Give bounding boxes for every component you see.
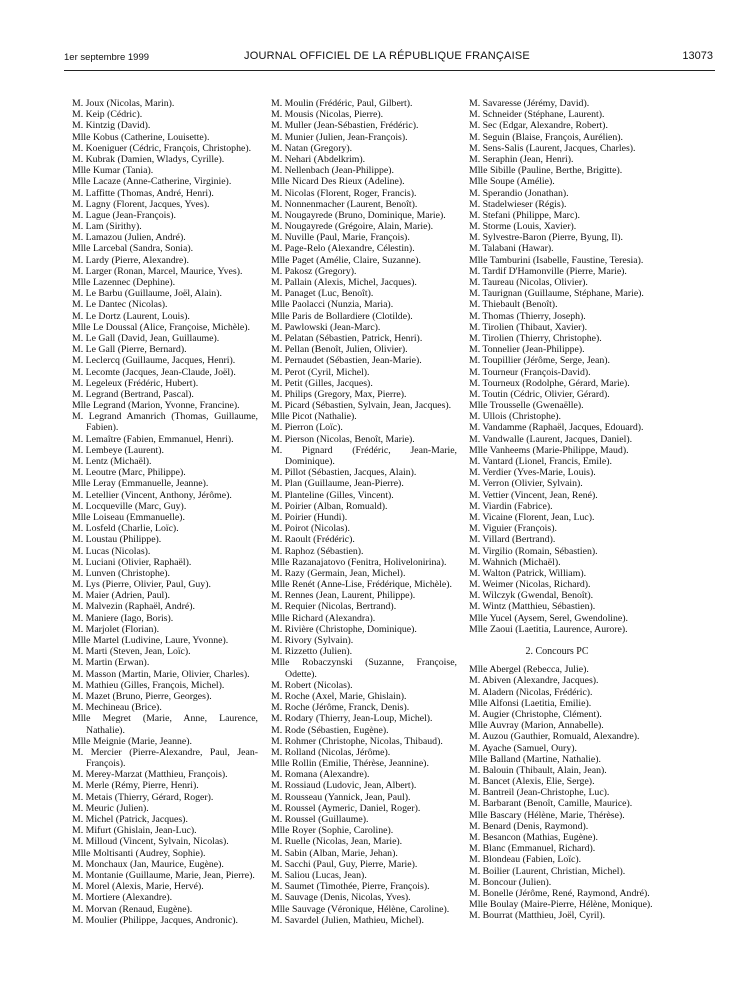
list-item: Mlle Le Doussal (Alice, Françoise, Michèle).	[72, 321, 250, 333]
list-item: M. Razy (Germain, Jean, Michel).	[271, 567, 406, 579]
list-item: M. Nicolas (Florent, Roger, Francis).	[271, 187, 417, 199]
list-item: M. Meuric (Julien).	[72, 802, 149, 814]
list-item: M. Storme (Louis, Xavier).	[469, 221, 577, 233]
list-item: Mlle Robaczynski (Suzanne, Françoise, Odette).	[271, 657, 457, 680]
list-item: Mlle Tamburini (Isabelle, Faustine, Teresia).	[469, 254, 644, 266]
list-item: M. Luciani (Olivier, Raphaël).	[72, 556, 192, 568]
section-list	[459, 664, 655, 921]
list-item: M. Rode (Sébastien, Eugène).	[271, 724, 389, 736]
list-item: M. Weimer (Nicolas, Richard).	[469, 579, 591, 591]
list-item: M. Pawlowski (Jean-Marc).	[271, 321, 381, 333]
list-item: Mlle Paget (Amélie, Claire, Suzanne).	[271, 254, 421, 266]
list-item: M. Saumet (Timothée, Pierre, François).	[271, 881, 430, 893]
list-item: M. Abiven (Alexandre, Jacques).	[469, 675, 599, 687]
list-item: M. Lucas (Nicolas).	[72, 545, 151, 557]
list-item: Mlle Bascary (Hélène, Marie, Thérèse).	[469, 809, 625, 821]
list-item: M. Bonelle (Jérôme, René, Raymond, André).	[469, 887, 650, 899]
list-item: M. Malvezin (Raphaël, André).	[72, 601, 195, 613]
list-item: Mlle Trousselle (Gwenaëlle).	[469, 400, 584, 412]
list-item: M. Marjolet (Florian).	[72, 623, 160, 635]
list-item: M. Robert (Nicolas).	[271, 679, 353, 691]
list-item: M. Taurignan (Guillaume, Stéphane, Marie).	[469, 288, 644, 300]
list-item: M. Toutin (Cédric, Olivier, Gérard).	[469, 388, 610, 400]
list-item: M. Stefani (Philippe, Marc).	[469, 209, 581, 221]
list-item: M. Thiebault (Benoît).	[469, 299, 558, 311]
list-item: M. Benard (Denis, Raymond).	[469, 820, 589, 832]
list-item: M. Nougayrede (Bruno, Dominique, Marie).	[271, 209, 446, 221]
list-item: M. Mathieu (Gilles, François, Michel).	[72, 679, 225, 691]
list-item: M. Taureau (Nicolas, Olivier).	[469, 277, 588, 288]
list-item: M. Ruelle (Nicolas, Jean, Marie).	[271, 836, 403, 848]
list-item: M. Lemaître (Fabien, Emmanuel, Henri).	[72, 433, 234, 445]
list-item: M. Roche (Jérôme, Franck, Denis).	[271, 702, 410, 714]
list-item: M. Bourrat (Matthieu, Joël, Cyril).	[469, 910, 606, 922]
list-item: M. Vandamme (Raphaël, Jacques, Edouard).	[469, 422, 644, 434]
list-item: M. Pelatan (Sébastien, Patrick, Henri).	[271, 332, 423, 344]
list-item: M. Lunven (Christophe).	[72, 567, 170, 579]
journal-title: JOURNAL OFFICIEL DE LA RÉPUBLIQUE FRANÇAISE	[244, 50, 530, 62]
list-item: M. Stadelwieser (Régis).	[469, 198, 567, 210]
list-item: M. Thomas (Thierry, Joseph).	[469, 310, 586, 322]
list-item: Mlle Paolacci (Nunzia, Maria).	[271, 299, 394, 311]
list-item: M. Lague (Jean-François).	[72, 209, 176, 221]
list-item: M. Keip (Cédric).	[72, 109, 143, 121]
list-item: Mlle Kumar (Tania).	[72, 165, 154, 177]
list-item: Mlle Yucel (Aysem, Serel, Gwendoline).	[469, 612, 628, 624]
list-item: M. Sens-Salis (Laurent, Jacques, Charles).	[469, 142, 636, 154]
list-item: M. Vandwalle (Laurent, Jacques, Daniel).	[469, 433, 633, 445]
list-item: M. Vicaine (Florent, Jean, Luc).	[469, 511, 595, 523]
list-item: M. Plan (Guillaume, Jean-Pierre).	[271, 478, 404, 490]
list-item: M. Moulier (Philippe, Jacques, Andronic).	[72, 914, 238, 926]
list-item: M. Leclercq (Guillaume, Jacques, Henri).	[72, 355, 236, 367]
list-item: M. Schneider (Stéphane, Laurent).	[469, 109, 605, 121]
list-item: M. Perot (Cyril, Michel).	[271, 366, 370, 378]
list-item: M. Tirolien (Thierry, Christophe).	[469, 332, 602, 344]
list-item: M. Koeniguer (Cédric, François, Christophe).	[72, 142, 252, 154]
list-item: M. Villard (Bertrand).	[469, 534, 556, 546]
list-item: M. Laffitte (Thomas, André, Henri).	[72, 187, 214, 199]
list-item: M. Pierson (Nicolas, Benoît, Marie).	[271, 433, 415, 445]
list-item: M. Roussel (Guillaume).	[271, 814, 369, 825]
list-item: M. Seguin (Blaise, François, Aurélien).	[469, 131, 624, 143]
list-item: Mlle Paris de Bollardiere (Clotilde).	[271, 310, 413, 322]
list-item: M. Barbarant (Benoît, Camille, Maurice).	[469, 798, 633, 810]
list-item: M. Roussel (Aymeric, Daniel, Roger).	[271, 802, 421, 814]
list-item: M. Rossiaud (Ludovic, Jean, Albert).	[271, 780, 417, 792]
list-item: M. Sauvage (Denis, Nicolas, Yves).	[271, 892, 411, 904]
list-item: M. Kubrak (Damien, Wladys, Cyrille).	[72, 153, 225, 165]
list-item: M. Verdier (Yves-Marie, Louis).	[469, 467, 596, 479]
list-item: M. Nuville (Paul, Marie, François).	[271, 232, 410, 244]
list-item: M. Loustau (Philippe).	[72, 534, 162, 546]
list-item: Mlle Soupe (Amélie).	[469, 176, 555, 188]
list-item: M. Pierron (Loïc).	[271, 422, 343, 434]
list-item: M. Natan (Gregory).	[271, 142, 353, 154]
list-item: M. Panaget (Luc, Benoît).	[271, 288, 374, 300]
list-item: M. Montanie (Guillaume, Marie, Jean, Pierre).	[72, 869, 255, 881]
list-item: M. Morel (Alexis, Marie, Hervé).	[72, 881, 204, 893]
list-item: Mlle Zaoui (Laetitia, Laurence, Aurore).	[469, 623, 628, 635]
list-item: M. Munier (Julien, Jean-François).	[271, 131, 408, 143]
list-item: M. Muller (Jean-Sébastien, Frédéric).	[271, 120, 419, 132]
list-item: M. Leoutre (Marc, Philippe).	[72, 467, 186, 479]
list-item: M. Losfeld (Charlie, Loïc).	[72, 523, 179, 535]
page-header	[64, 48, 713, 68]
list-item: M. Romana (Alexandre).	[271, 769, 370, 781]
list-item: M. Metais (Thierry, Gérard, Roger).	[72, 791, 214, 803]
list-item: M. Ayache (Samuel, Oury).	[469, 742, 577, 754]
list-item: M. Legrand Amanrich (Thomas, Guillaume, Fabien).	[72, 411, 258, 434]
list-item: M. Boncour (Julien).	[469, 876, 552, 888]
list-item: M. Larger (Ronan, Marcel, Maurice, Yves).	[72, 265, 243, 277]
list-item: M. Mifurt (Ghislain, Jean-Luc).	[72, 825, 197, 837]
list-item: M. Pallain (Alexis, Michel, Jacques).	[271, 277, 417, 288]
list-item: M. Tirolien (Thibaut, Xavier).	[469, 321, 588, 333]
list-item: Mlle Nicard Des Rieux (Adeline).	[271, 176, 405, 188]
list-item: M. Pignard (Frédéric, Jean-Marie, Dominique).	[271, 444, 457, 467]
list-item: M. Rivière (Christophe, Dominique).	[271, 623, 417, 635]
list-item: M. Seraphin (Jean, Henri).	[469, 153, 574, 165]
list-item: M. Augier (Christophe, Clément).	[469, 708, 602, 720]
list-item: M. Besancon (Mathias, Eugène).	[469, 832, 598, 843]
list-item: M. Poirot (Nicolas).	[271, 523, 350, 535]
list-item: M. Petit (Gilles, Jacques).	[271, 377, 373, 389]
list-item: M. Monchaux (Jan, Maurice, Eugène).	[72, 858, 224, 870]
list-item: Mlle Alfonsi (Laetitia, Emilie).	[469, 697, 592, 709]
list-item: M. Planteline (Gilles, Vincent).	[271, 489, 394, 501]
list-item: M. Pernaudet (Sébastien, Jean-Marie).	[271, 355, 422, 367]
list-item: M. Le Dantec (Nicolas).	[72, 299, 168, 311]
list-item: M. Bancet (Alexis, Elie, Serge).	[469, 776, 595, 788]
list-item: M. Tardif D'Hamonville (Pierre, Marie).	[469, 265, 627, 277]
list-item: M. Maier (Adrien, Paul).	[72, 590, 170, 602]
list-item: M. Auzou (Gauthier, Romuald, Alexandre).	[469, 731, 640, 743]
list-item: M. Mazet (Bruno, Pierre, Georges).	[72, 690, 212, 702]
header-rule	[64, 70, 715, 71]
list-item: Mlle Auvray (Marion, Annabelle).	[469, 720, 604, 732]
list-item: Mlle Balland (Martine, Nathalie).	[469, 753, 601, 765]
list-item: M. Ullois (Christophe).	[469, 411, 561, 423]
list-item: M. Balouin (Thibault, Alain, Jean).	[469, 764, 607, 776]
list-item: M. Saliou (Lucas, Jean).	[271, 869, 367, 881]
column-2	[261, 98, 457, 926]
list-item: Mlle Picot (Nathalie).	[271, 411, 357, 423]
list-item: M. Lamazou (Julien, André).	[72, 232, 186, 244]
list-item: M. Wahnich (Michaël).	[469, 556, 561, 568]
list-item: M. Requier (Nicolas, Bertrand).	[271, 601, 397, 613]
list-item: M. Vettier (Vincent, Jean, René).	[469, 489, 598, 501]
list-item: Mlle Moltisanti (Audrey, Sophie).	[72, 847, 206, 859]
list-item: M. Pellan (Benoît, Julien, Olivier).	[271, 344, 408, 356]
list-item: Mlle Loiseau (Emmanuelle).	[72, 511, 185, 523]
list-item: M. Rodary (Thierry, Jean-Loup, Michel).	[271, 713, 433, 725]
list-item: M. Marti (Steven, Jean, Loïc).	[72, 646, 191, 658]
list-item: Mlle Boulay (Maire-Pierre, Hélène, Monique).	[469, 899, 653, 911]
list-item: M. Pakosz (Gregory).	[271, 265, 357, 277]
list-item: M. Nehari (Abdelkrim).	[271, 153, 366, 165]
list-item: M. Talabani (Hawar).	[469, 243, 554, 255]
list-item: Mlle Abergel (Rebecca, Julie).	[469, 664, 589, 676]
list-item: M. Walton (Patrick, William).	[469, 567, 587, 579]
list-item: M. Poirier (Hundi).	[271, 511, 348, 523]
list-item: Mlle Meignie (Marie, Jeanne).	[72, 735, 192, 747]
list-item: M. Verron (Olivier, Sylvain).	[469, 478, 583, 490]
list-item: M. Viguier (François).	[469, 523, 557, 535]
list-item: M. Martin (Erwan).	[72, 657, 150, 669]
list-item: M. Morvan (Renaud, Eugène).	[72, 903, 193, 915]
list-item: M. Masson (Martin, Marie, Olivier, Charles).	[72, 668, 250, 680]
list-item: M. Tourneur (François-David).	[469, 366, 591, 378]
list-item: M. Michel (Patrick, Jacques).	[72, 814, 188, 825]
list-item: M. Tonnelier (Jean-Philippe).	[469, 344, 585, 356]
list-item: Mlle Leray (Emmanuelle, Jeanne).	[72, 478, 209, 490]
list-item: M. Nonnenmacher (Laurent, Benoît).	[271, 198, 418, 210]
list-item: M. Rizzetto (Julien).	[271, 646, 353, 658]
list-item: M. Lardy (Pierre, Alexandre).	[72, 254, 189, 266]
list-item: M. Lam (Sirithy).	[72, 221, 142, 233]
list-item: M. Raphoz (Sébastien).	[271, 545, 364, 557]
list-item: M. Tourneux (Rodolphe, Gérard, Marie).	[469, 377, 630, 389]
list-item: Mlle Larcebal (Sandra, Sonia).	[72, 243, 194, 255]
list-item: M. Bantreil (Jean-Christophe, Luc).	[469, 787, 610, 799]
list-item: M. Poirier (Alban, Romuald).	[271, 500, 388, 512]
list-item: Mlle Megret (Marie, Anne, Laurence, Nathalie).	[72, 713, 258, 736]
list-item: M. Rousseau (Yannick, Jean, Paul).	[271, 791, 411, 803]
list-item: M. Le Dortz (Laurent, Louis).	[72, 310, 190, 322]
list-item: Mlle Renét (Anne-Lise, Frédérique, Michèle).	[271, 579, 452, 591]
list-item: M. Toupillier (Jérôme, Serge, Jean).	[469, 355, 610, 367]
list-item: M. Picard (Sébastien, Sylvain, Jean, Jacques).	[271, 400, 452, 412]
list-item: M. Sec (Edgar, Alexandre, Robert).	[469, 120, 608, 132]
list-item: M. Le Barbu (Guillaume, Joël, Alain).	[72, 288, 222, 300]
list-item: M. Virgilio (Romain, Sébastien).	[469, 545, 598, 557]
list-item: M. Mortiere (Alexandre).	[72, 892, 173, 904]
list-item: M. Lembeye (Laurent).	[72, 444, 164, 456]
list-item: M. Kintzig (David).	[72, 120, 151, 132]
list-item: M. Le Gall (David, Jean, Guillaume).	[72, 332, 220, 344]
list-item: M. Boilier (Laurent, Christian, Michel).	[469, 865, 626, 877]
list-item: M. Merey-Marzat (Matthieu, François).	[72, 769, 228, 781]
list-item: M. Nellenbach (Jean-Philippe).	[271, 165, 394, 177]
list-item: M. Merle (Rémy, Pierre, Henri).	[72, 780, 199, 792]
list-item: M. Savardel (Julien, Mathieu, Michel).	[271, 914, 424, 926]
page-number: 13073	[682, 50, 713, 62]
list-item: M. Raoult (Frédéric).	[271, 534, 355, 546]
list-item: M. Moulin (Frédéric, Paul, Gilbert).	[271, 98, 413, 109]
list-item: M. Philips (Gregory, Max, Pierre).	[271, 388, 407, 400]
list-item: M. Mercier (Pierre-Alexandre, Paul, Jean-François).	[72, 746, 258, 770]
list-item: M. Nougayrede (Grégoire, Alain, Marie).	[271, 221, 434, 233]
list-item: M. Blanc (Emmanuel, Richard).	[469, 843, 596, 855]
list-item: M. Rivory (Sylvain).	[271, 635, 354, 646]
list-item: Mlle Razanajatovo (Fenitra, Holivelonirina).	[271, 556, 447, 568]
list-item: M. Rohmer (Christophe, Nicolas, Thibaud).	[271, 735, 443, 747]
list-item: Mlle Rollin (Emilie, Thérèse, Jeannine).	[271, 758, 429, 770]
list-item: M. Mousis (Nicolas, Pierre).	[271, 109, 384, 121]
list-item: M. Sperandio (Jonathan).	[469, 187, 569, 199]
section-heading: 2. Concours PC	[525, 646, 589, 657]
list-item: M. Rennes (Jean, Laurent, Philippe).	[271, 590, 416, 602]
list-item: M. Milloud (Vincent, Sylvain, Nicolas).	[72, 836, 229, 848]
column-3-list	[459, 98, 655, 635]
list-item: M. Pillot (Sébastien, Jacques, Alain).	[271, 467, 417, 479]
list-item: Mlle Royer (Sophie, Caroline).	[271, 825, 394, 837]
list-item: M. Lys (Pierre, Olivier, Paul, Guy).	[72, 579, 211, 591]
list-item: Mlle Sibille (Pauline, Berthe, Brigitte).	[469, 165, 623, 177]
list-item: M. Locqueville (Marc, Guy).	[72, 500, 187, 512]
list-item: Mlle Martel (Ludivine, Laure, Yvonne).	[72, 635, 229, 646]
list-item: M. Mechineau (Brice).	[72, 702, 162, 714]
list-item: Mlle Legrand (Marion, Yvonne, Francine).	[72, 400, 240, 412]
list-item: M. Savaresse (Jérémy, David).	[469, 98, 590, 109]
list-item: M. Letellier (Vincent, Anthony, Jérôme).	[72, 489, 232, 501]
list-item: M. Wilczyk (Gwendal, Benoît).	[469, 590, 594, 602]
list-item: M. Roche (Axel, Marie, Ghislain).	[271, 690, 407, 702]
list-item: Mlle Vanheems (Marie-Philippe, Maud).	[469, 444, 629, 456]
list-item: M. Legrand (Bertrand, Pascal).	[72, 388, 194, 400]
list-item: M. Lecomte (Jacques, Jean-Claude, Joël).	[72, 366, 236, 378]
list-item: M. Legeleux (Frédéric, Hubert).	[72, 377, 199, 389]
list-item: M. Joux (Nicolas, Marin).	[72, 98, 175, 109]
list-item: M. Blondeau (Fabien, Loïc).	[469, 854, 582, 866]
list-item: Mlle Lazennec (Dephine).	[72, 277, 176, 288]
column-3	[459, 98, 655, 922]
list-item: Mlle Richard (Alexandra).	[271, 612, 376, 624]
header-date: 1er septembre 1999	[64, 52, 150, 63]
list-item: M. Viardin (Fabrice).	[469, 500, 553, 512]
list-item: Mlle Kobus (Catherine, Louisette).	[72, 131, 210, 143]
list-item: M. Vantard (Lionel, Francis, Emile).	[469, 456, 612, 467]
list-item: M. Maniere (Iago, Boris).	[72, 612, 174, 624]
list-item: Mlle Sauvage (Véronique, Hélène, Caroline).	[271, 903, 450, 915]
column-1	[62, 98, 258, 926]
list-item: M. Rolland (Nicolas, Jérôme).	[271, 746, 391, 758]
list-item: Mlle Lacaze (Anne-Catherine, Virginie).	[72, 176, 232, 188]
list-item: M. Sylvestre-Baron (Pierre, Byung, Il).	[469, 232, 623, 244]
list-item: M. Wintz (Matthieu, Sébastien).	[469, 601, 596, 613]
list-item: M. Aladern (Nicolas, Frédéric).	[469, 686, 593, 698]
list-item: M. Page-Relo (Alexandre, Célestin).	[271, 243, 415, 255]
list-item: M. Sabin (Alban, Marie, Jehan).	[271, 847, 398, 859]
list-item: M. Le Gall (Pierre, Bernard).	[72, 344, 187, 356]
list-item: M. Lagny (Florent, Jacques, Yves).	[72, 198, 210, 210]
list-item: M. Sacchi (Paul, Guy, Pierre, Marie).	[271, 858, 418, 870]
list-item: M. Lentz (Michaël).	[72, 456, 152, 467]
